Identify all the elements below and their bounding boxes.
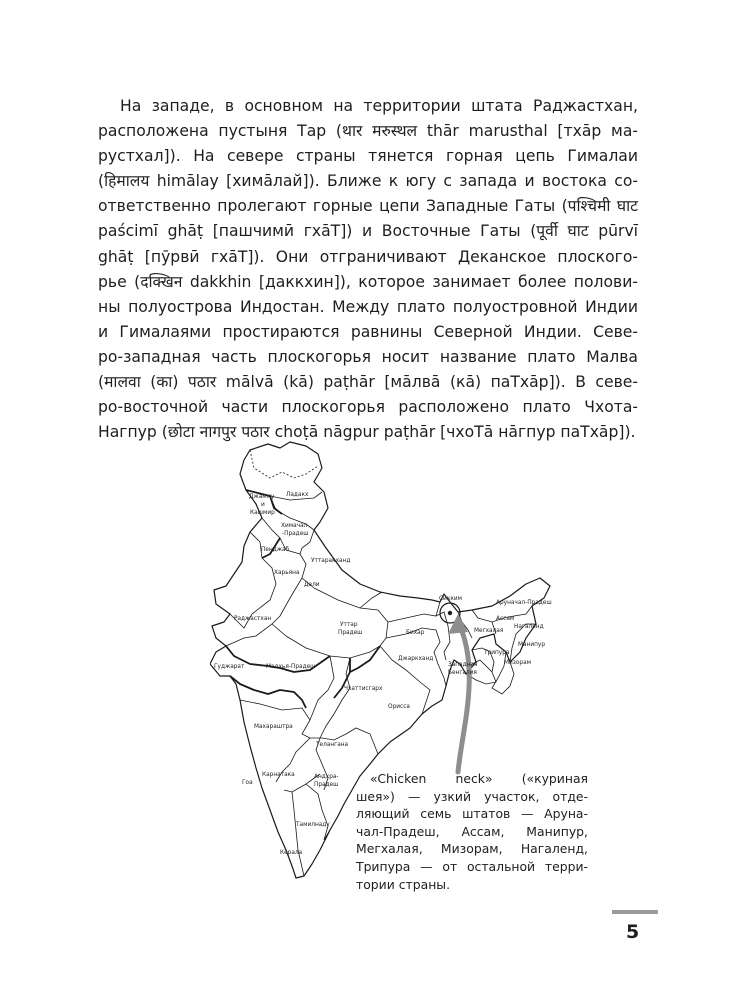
callout-line: шея») — узкий участок, отде- xyxy=(356,788,588,804)
map-label: -Прадеш xyxy=(282,531,309,537)
map-label: Нагаленд xyxy=(514,624,544,630)
body-paragraph xyxy=(98,94,638,445)
body-line: расположена пустыня Тар (थार मरुस्थल thār marusthal [тхāр ма- xyxy=(98,122,638,141)
body-line: и Гималаями простираются равнины Северной Индии. Севе- xyxy=(98,322,638,341)
body-line: ны полуострова Индостан. Между плато полуостровной Индии xyxy=(98,297,638,316)
callout-line: Трипура — от остальной терри- xyxy=(356,858,588,874)
map-label: Аруначал-Прадеш xyxy=(496,600,552,606)
map-label: Раджастхан xyxy=(234,616,272,622)
chicken-neck-arrow xyxy=(458,626,469,772)
map-label: Мегхалая xyxy=(474,628,504,634)
map-label: Сикким xyxy=(439,596,462,602)
map-label: Керала xyxy=(280,850,303,856)
map-label: Уттаракханд xyxy=(311,558,351,564)
map-label: Кашмир xyxy=(250,510,275,516)
body-line: (हिमालय himālay [химāлай]). Ближе к югу с запада и востока со- xyxy=(98,172,638,191)
chicken-neck-callout xyxy=(356,770,588,893)
body-line: ро-западная часть плоскогорья носит название плато Малва xyxy=(98,347,638,366)
body-line: рье (दक्खिन dakkhin [даккхин]), которое занимает более полови- xyxy=(98,272,638,291)
callout-line: ляющий семь штатов — Аруна- xyxy=(356,806,588,822)
map-label: Пенджаб xyxy=(261,547,290,553)
map-label: Тамилнаду xyxy=(296,822,330,828)
map-label: Мадхья-Прадеш xyxy=(266,664,316,670)
callout-line: Мегхалая, Мизорам, Нагаленд, xyxy=(356,841,588,857)
body-line: рустхал]). На севере страны тянется горная цепь Гималаи xyxy=(98,147,638,166)
callout-line: «Chicken neck» («куриная xyxy=(370,771,588,786)
map-label: Западная xyxy=(448,662,478,668)
map-label: Манипур xyxy=(518,642,546,648)
body-line: ghāṭ [пӯрвӣ гхāТ]). Они отграничивают Деканское плоского- xyxy=(98,247,638,266)
map-label: Ладакх xyxy=(286,492,309,498)
callout-line: тории страны. xyxy=(356,876,451,892)
map-label: Карнатака xyxy=(262,772,295,778)
page-number-bar xyxy=(612,910,658,914)
body-line: Нагпур (छोटा नागपुर पठार choṭā nāgpur paṭhār [чхоТā нāгпур паТхāр]). xyxy=(98,423,636,442)
map-label: Чхаттисгарх xyxy=(344,686,383,692)
body-line: ответственно пролегают горные цепи Западные Гаты (पश्चिमी घाट xyxy=(98,197,638,216)
map-label: Джамму xyxy=(249,494,275,500)
chicken-neck-arrowhead xyxy=(448,614,468,634)
map-label: Химачал xyxy=(281,523,308,529)
body-line: paścimī ghāṭ [пашчимӣ гхāТ]) и Восточные Гаты (पूर्वी घाट pūrvī xyxy=(98,222,638,241)
map-label: Гоа xyxy=(242,780,253,786)
border-dashed xyxy=(250,450,318,478)
map-label: Уттар xyxy=(340,622,358,628)
map-label: Бихар xyxy=(406,630,425,636)
map-label: Трипура xyxy=(484,650,510,656)
callout-line: чал-Прадеш, Ассам, Манипур, xyxy=(356,823,588,839)
map-label: Орисса xyxy=(388,704,410,710)
map-label: Джаркханд xyxy=(398,656,434,662)
page-number: 5 xyxy=(626,921,640,943)
map-label: Телангана xyxy=(316,742,349,748)
map-label: Бенгалия xyxy=(448,670,477,676)
map-label: Махараштра xyxy=(254,724,293,730)
map-label: Прадеш xyxy=(314,782,339,788)
map-label: Харьяна xyxy=(274,570,300,576)
map-label: Прадеш xyxy=(338,630,363,636)
map-label: Дели xyxy=(304,582,320,588)
map-label: Мизорам xyxy=(504,660,532,666)
body-line: (मालवा (का) पठार mālvā (kā) paṭhār [мāлвā (кā) паТхāр]). В севе- xyxy=(98,373,638,392)
map-label: Андхра- xyxy=(314,774,339,780)
chicken-neck-marker xyxy=(448,611,452,615)
map-label: Гуджарат xyxy=(214,664,245,670)
body-line: На западе, в основном на территории штата Раджастхан, xyxy=(120,97,638,115)
map-label: Ассам xyxy=(496,616,515,622)
body-line: ро-восточной части плоскогорья расположено плато Чхота- xyxy=(98,398,638,417)
map-label: и xyxy=(261,502,265,508)
